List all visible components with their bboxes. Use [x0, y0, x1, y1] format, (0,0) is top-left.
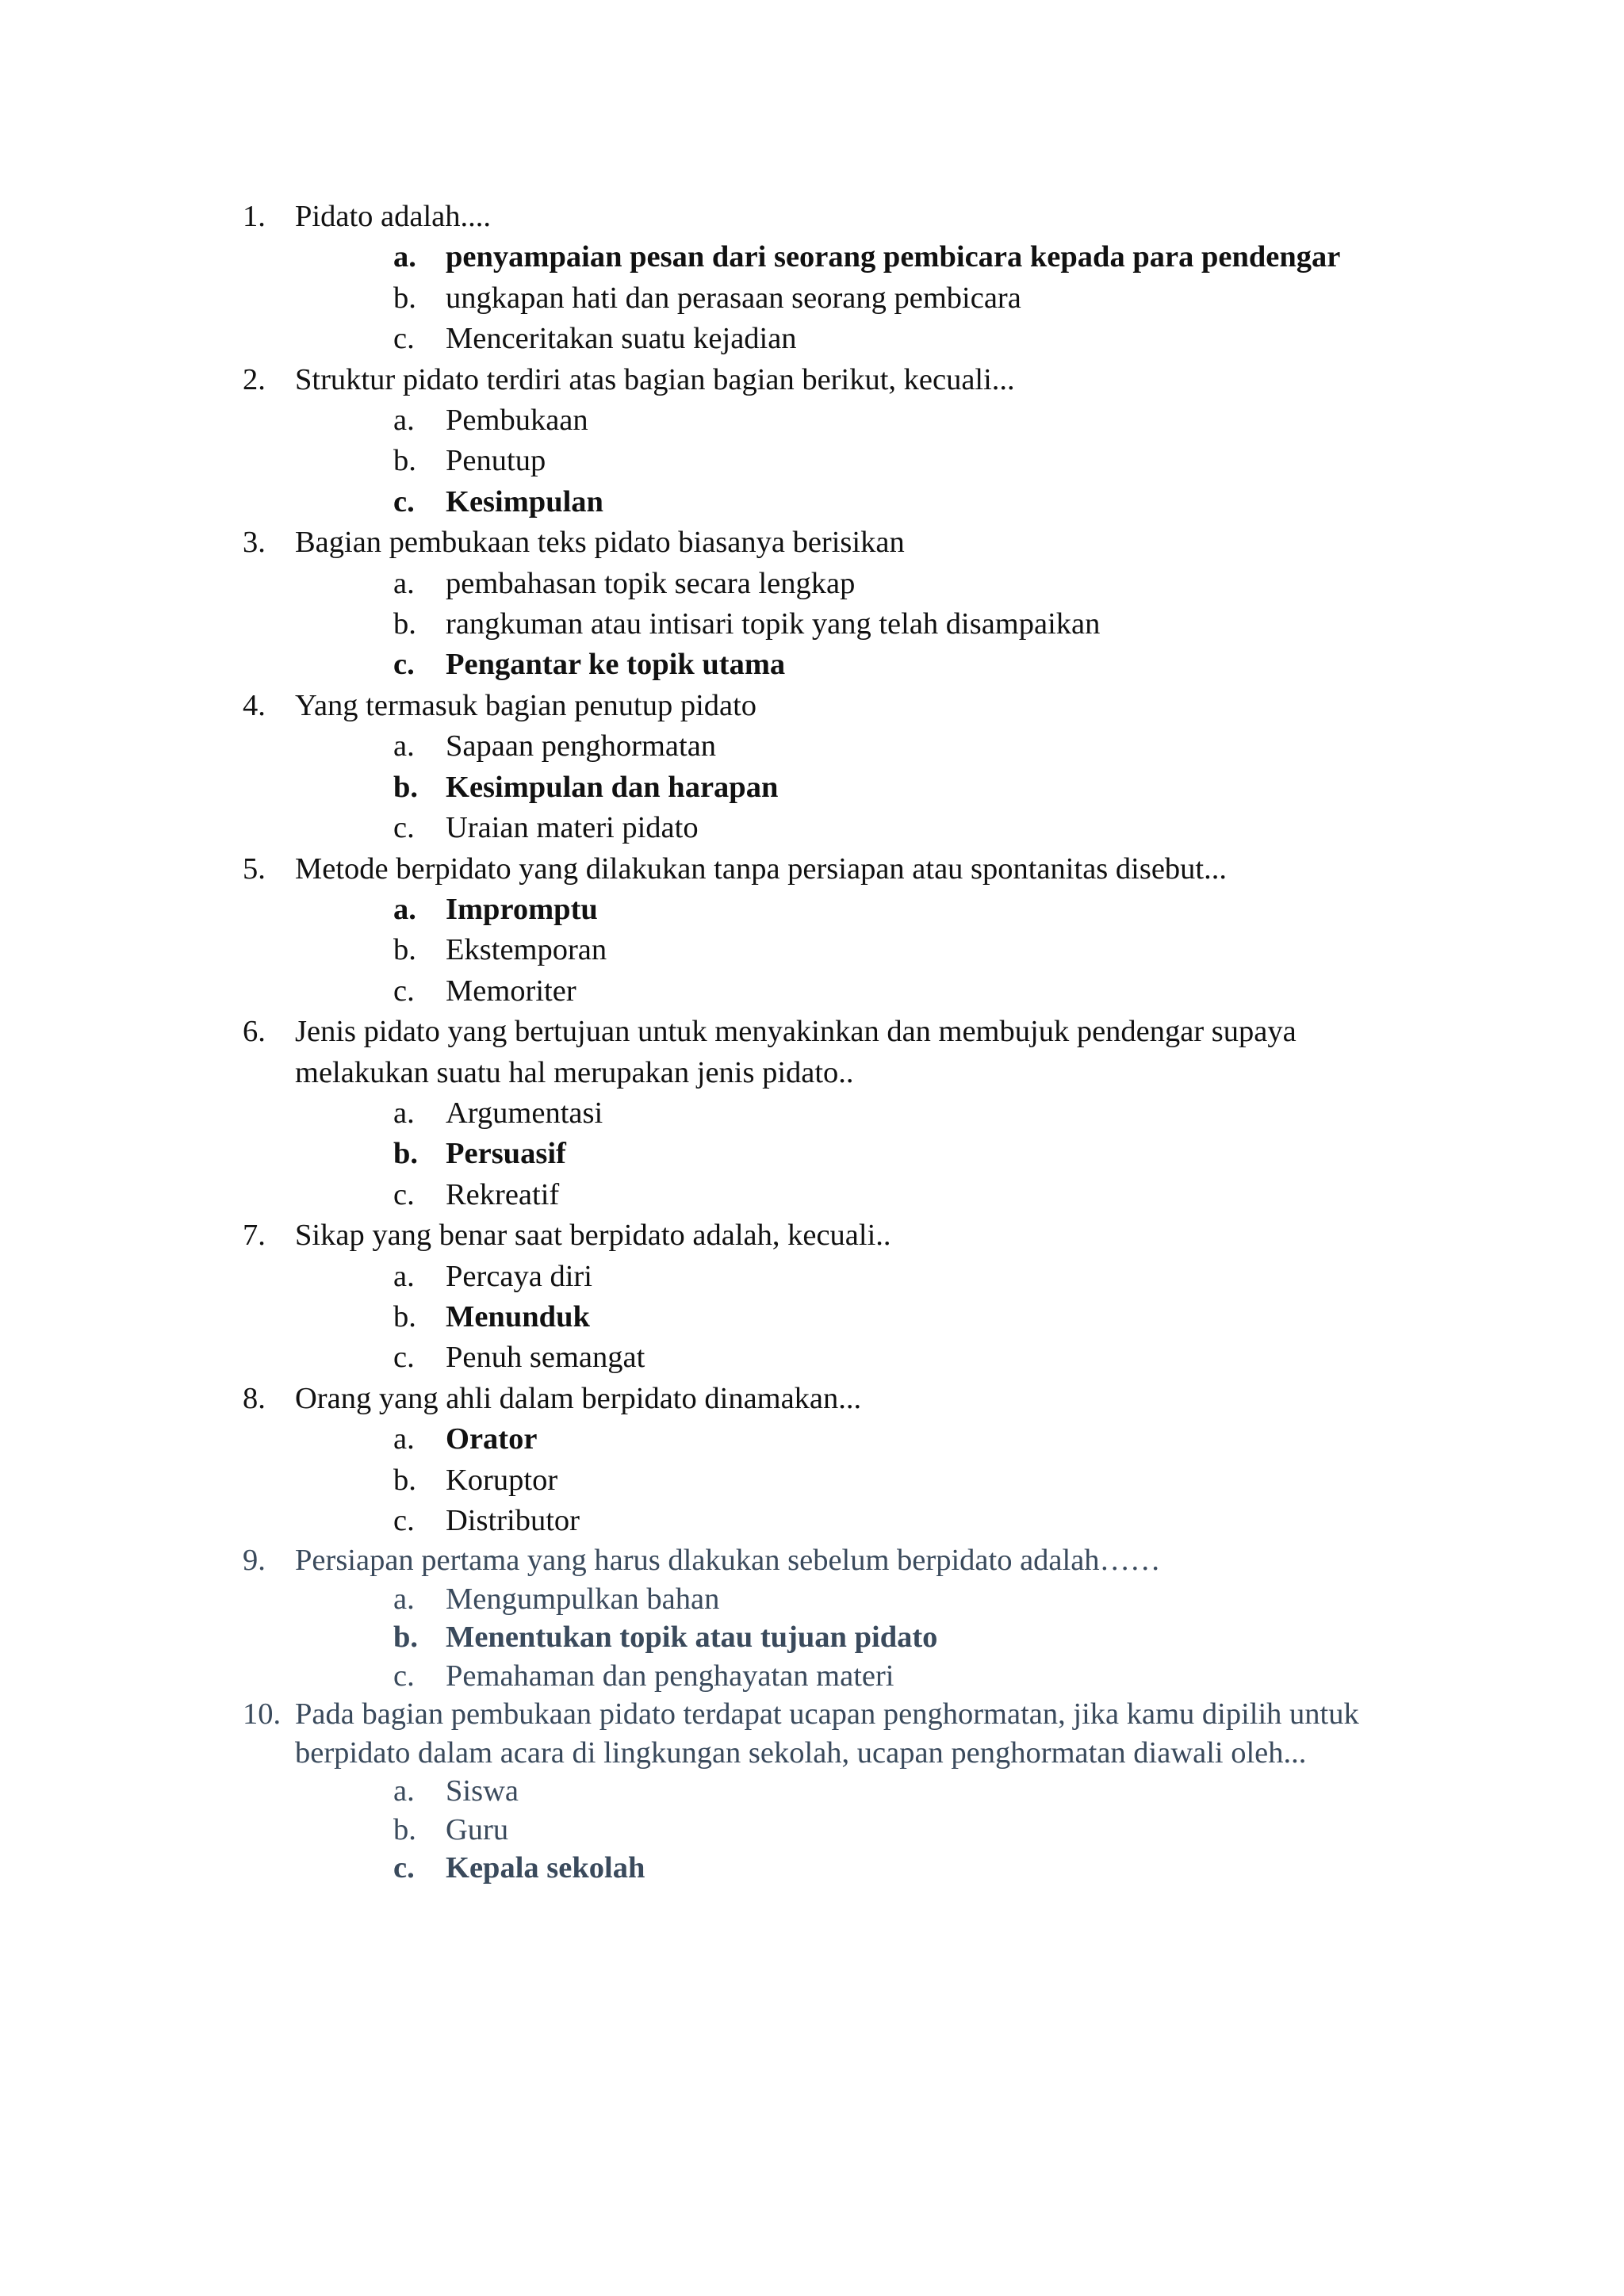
- answer-option-b: [295, 604, 1432, 645]
- question-1: [243, 197, 1432, 360]
- answer-option-c: [295, 808, 1432, 848]
- question-number: 9.: [243, 1544, 266, 1578]
- option-letter: c.: [393, 322, 415, 356]
- answer-option-c: [295, 1849, 1432, 1888]
- option-text: Percaya diri: [446, 1259, 592, 1293]
- option-letter: c.: [393, 1659, 415, 1693]
- answer-option-a: [295, 400, 1432, 441]
- option-text: Distributor: [446, 1504, 580, 1537]
- option-text: Orator: [446, 1422, 538, 1456]
- option-text: Impromptu: [446, 892, 598, 926]
- option-letter: a.: [393, 1259, 415, 1293]
- option-letter: a.: [393, 404, 415, 438]
- option-text: Kesimpulan dan harapan: [446, 770, 779, 804]
- question-text: Persiapan pertama yang harus dlakukan sebelum berpidato adalah……: [295, 1544, 1161, 1578]
- answer-option-c: [295, 1501, 1432, 1541]
- question-number: 10.: [243, 1697, 282, 1732]
- option-letter: c.: [393, 974, 415, 1008]
- option-letter: a.: [393, 729, 415, 763]
- option-text: Kepala sekolah: [446, 1851, 645, 1885]
- question-text: Sikap yang benar saat berpidato adalah, kecuali..: [295, 1219, 891, 1253]
- question-number: 4.: [243, 688, 266, 722]
- question-text: Bagian pembukaan teks pidato biasanya berisikan: [295, 526, 905, 560]
- option-text: Guru: [446, 1812, 509, 1846]
- option-text: pembahasan topik secara lengkap: [446, 566, 856, 600]
- answer-options: [295, 1419, 1432, 1541]
- answer-options: [295, 1093, 1432, 1215]
- option-text: Uraian materi pidato: [446, 811, 699, 845]
- option-text: Memoriter: [446, 974, 576, 1008]
- option-letter: a.: [393, 1582, 415, 1616]
- answer-option-c: [295, 1337, 1432, 1378]
- option-letter: a.: [393, 1096, 415, 1130]
- option-letter: c.: [393, 1177, 415, 1211]
- answer-options: [295, 564, 1432, 686]
- question-7: [243, 1215, 1432, 1379]
- answer-option-b: [295, 1618, 1432, 1657]
- answer-options: [295, 726, 1432, 848]
- option-letter: a.: [393, 892, 416, 926]
- answer-options: [295, 1580, 1432, 1696]
- answer-option-a: [295, 1580, 1432, 1619]
- option-letter: c.: [393, 1341, 415, 1375]
- question-2: [243, 360, 1432, 523]
- answer-option-b: [295, 1134, 1432, 1174]
- question-text: Pidato adalah....: [295, 200, 491, 233]
- question-10: [243, 1695, 1432, 1888]
- answer-option-a: [295, 1419, 1432, 1460]
- question-number: 2.: [243, 362, 266, 396]
- answer-option-b: [295, 767, 1432, 808]
- question-text: Struktur pidato terdiri atas bagian bagian berikut, kecuali...: [295, 362, 1015, 396]
- option-letter: b.: [393, 281, 416, 315]
- option-text: Koruptor: [446, 1463, 558, 1497]
- option-text: penyampaian pesan dari seorang pembicara kepada para pendengar: [446, 240, 1341, 274]
- answer-option-a: [295, 564, 1432, 604]
- answer-option-a: [295, 1257, 1432, 1297]
- option-letter: b.: [393, 1299, 416, 1334]
- question-text: Metode berpidato yang dilakukan tanpa persiapan atau spontanitas disebut...: [295, 851, 1227, 886]
- answer-option-b: [295, 1297, 1432, 1337]
- question-number: 3.: [243, 526, 266, 560]
- answer-option-a: [295, 1093, 1432, 1134]
- option-letter: c.: [393, 811, 415, 845]
- option-letter: a.: [393, 566, 415, 600]
- option-letter: b.: [393, 1621, 419, 1655]
- option-letter: b.: [393, 444, 416, 478]
- question-text: Jenis pidato yang bertujuan untuk menyakinkan dan membujuk pendengar supaya melakukan suatu hal merupakan jenis pidato..: [295, 1015, 1297, 1089]
- answer-option-a: [295, 890, 1432, 930]
- answer-option-a: [295, 726, 1432, 767]
- answer-option-a: [295, 1772, 1432, 1811]
- answer-option-b: [295, 1811, 1432, 1850]
- option-text: Menceritakan suatu kejadian: [446, 322, 797, 356]
- quiz-question-list: [243, 197, 1432, 1888]
- question-5: [243, 849, 1432, 1012]
- option-text: Penutup: [446, 444, 546, 478]
- question-number: 8.: [243, 1381, 266, 1415]
- option-letter: b.: [393, 1812, 416, 1846]
- question-number: 5.: [243, 851, 266, 886]
- option-letter: a.: [393, 1422, 415, 1456]
- option-text: Kesimpulan: [446, 484, 603, 519]
- option-letter: b.: [393, 1137, 419, 1171]
- question-9: [243, 1541, 1432, 1695]
- answer-option-c: [295, 482, 1432, 522]
- answer-option-a: [295, 237, 1432, 277]
- answer-options: [295, 237, 1432, 359]
- option-text: Pembukaan: [446, 404, 588, 438]
- option-text: Persuasif: [446, 1137, 566, 1171]
- option-text: Pemahaman dan penghayatan materi: [446, 1659, 894, 1693]
- option-letter: a.: [393, 240, 416, 274]
- question-3: [243, 522, 1432, 686]
- answer-options: [295, 400, 1432, 522]
- question-number: 1.: [243, 200, 266, 233]
- option-text: Ekstemporan: [446, 933, 607, 967]
- option-letter: b.: [393, 607, 416, 641]
- question-number: 7.: [243, 1219, 266, 1253]
- option-text: Rekreatif: [446, 1177, 560, 1211]
- question-text: Pada bagian pembukaan pidato terdapat ucapan penghormatan, jika kamu dipilih untuk berpidato dalam acara di lingkungan sekolah, ucapan penghormatan diawali oleh...: [295, 1697, 1359, 1770]
- option-letter: b.: [393, 1463, 416, 1497]
- question-6: [243, 1012, 1432, 1215]
- question-4: [243, 686, 1432, 849]
- option-letter: b.: [393, 770, 419, 804]
- option-letter: c.: [393, 1851, 415, 1885]
- question-text: Orang yang ahli dalam berpidato dinamakan...: [295, 1381, 862, 1415]
- option-text: Mengumpulkan bahan: [446, 1582, 720, 1616]
- option-letter: b.: [393, 933, 416, 967]
- answer-option-b: [295, 930, 1432, 970]
- option-text: Sapaan penghormatan: [446, 729, 717, 763]
- answer-option-c: [295, 319, 1432, 359]
- option-letter: c.: [393, 1504, 415, 1537]
- answer-option-b: [295, 278, 1432, 319]
- answer-option-b: [295, 1460, 1432, 1501]
- answer-options: [295, 890, 1432, 1012]
- question-number: 6.: [243, 1015, 266, 1049]
- question-text: Yang termasuk bagian penutup pidato: [295, 688, 757, 722]
- question-8: [243, 1379, 1432, 1542]
- answer-option-c: [295, 1657, 1432, 1696]
- option-text: Pengantar ke topik utama: [446, 648, 786, 682]
- answer-options: [295, 1257, 1432, 1379]
- answer-option-c: [295, 971, 1432, 1012]
- option-letter: a.: [393, 1774, 415, 1808]
- answer-option-c: [295, 645, 1432, 685]
- option-text: Penuh semangat: [446, 1341, 645, 1375]
- answer-options: [295, 1772, 1432, 1888]
- option-text: Menunduk: [446, 1299, 590, 1334]
- option-text: rangkuman atau intisari topik yang telah disampaikan: [446, 607, 1101, 641]
- option-letter: c.: [393, 648, 415, 682]
- answer-option-b: [295, 441, 1432, 481]
- option-letter: c.: [393, 484, 415, 519]
- option-text: ungkapan hati dan perasaan seorang pembicara: [446, 281, 1021, 315]
- option-text: Menentukan topik atau tujuan pidato: [446, 1621, 938, 1655]
- option-text: Argumentasi: [446, 1096, 603, 1130]
- option-text: Siswa: [446, 1774, 519, 1808]
- answer-option-c: [295, 1175, 1432, 1215]
